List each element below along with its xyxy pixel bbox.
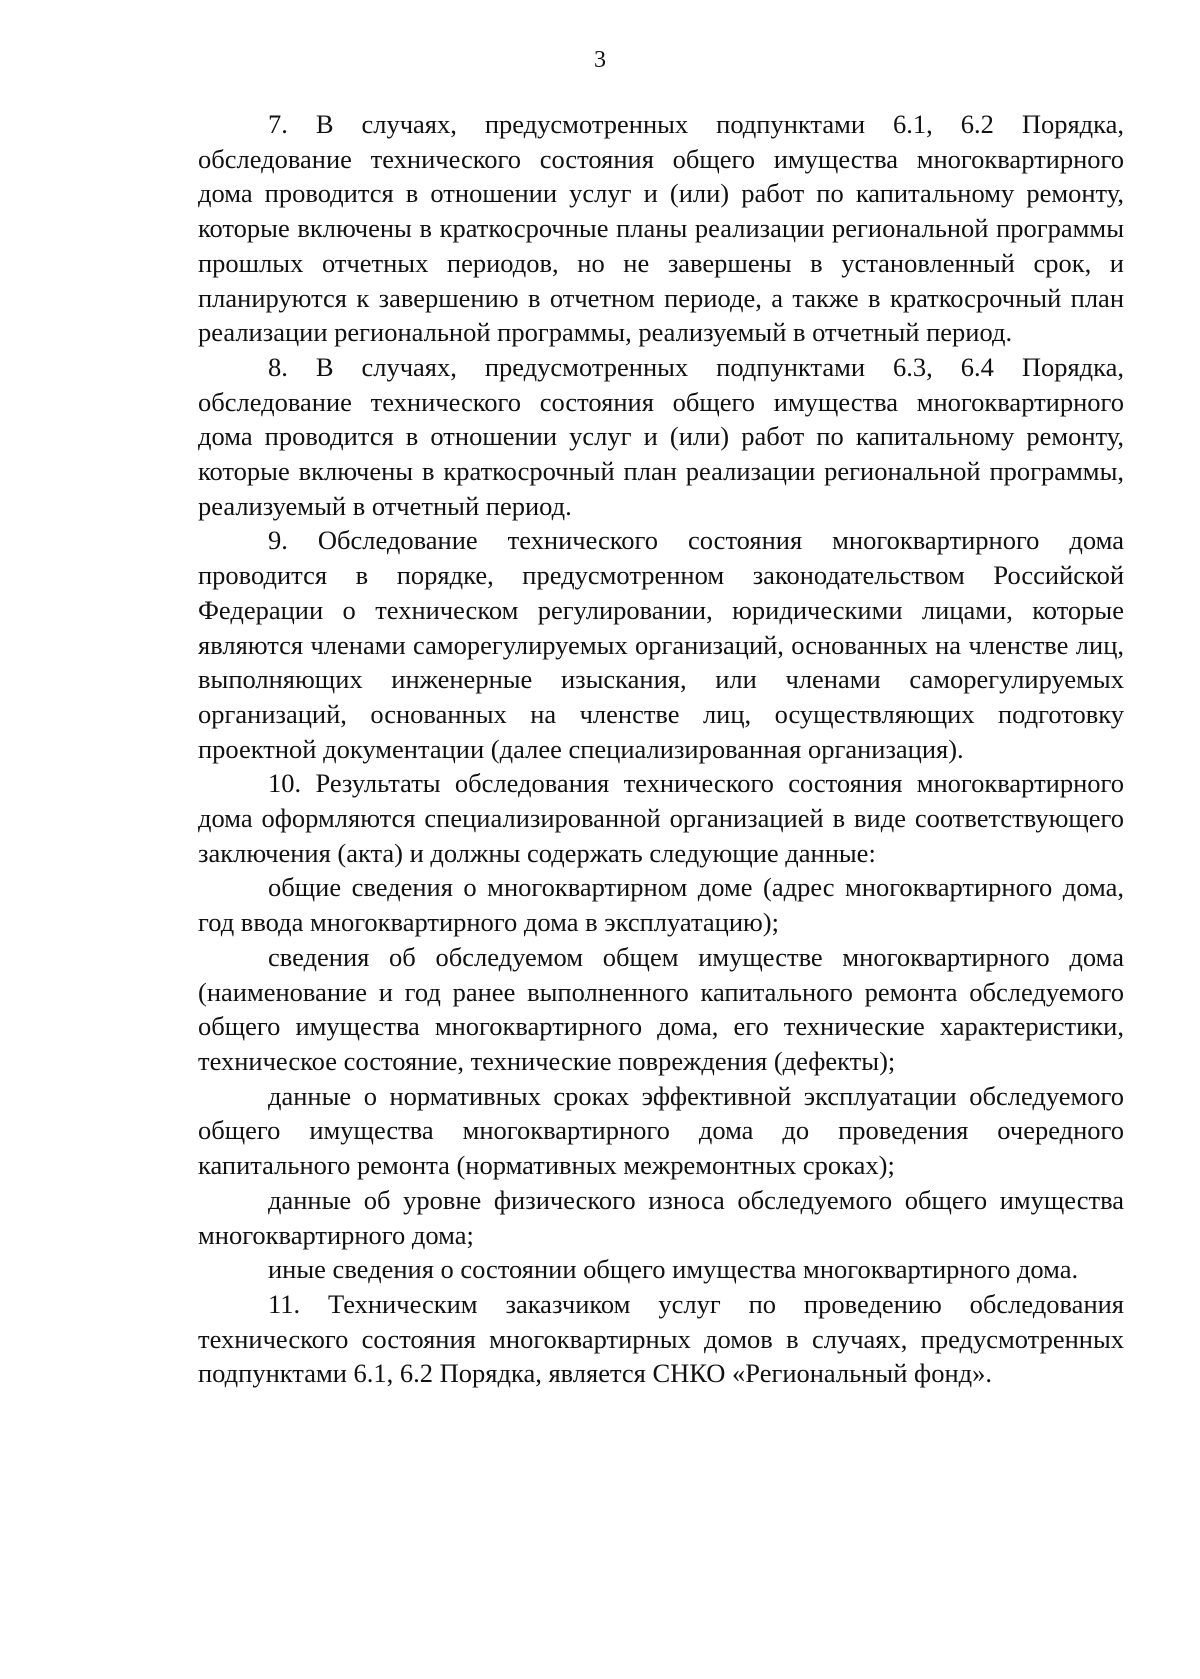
paragraph-9: 9. Обследование технического состояния многоквартирного дома проводится в порядке, предусмотренном законодательством Российской Федерации о техническом регулировании, юридическими лицами, которые являются членами саморегулируемых организаций, основанных на членстве лиц, выполняющих инженерные изыскания, или членами саморегулируемых организаций, основанных на членстве лиц, осуществляющих подготовку проектной документации (далее специализированная организация). [198,525,1124,764]
list-item-general-info: общие сведения о многоквартирном доме (адрес многоквартирного дома, год ввода многоквартирного дома в эксплуатацию); [198,872,1124,938]
paragraph-10: 10. Результаты обследования технического состояния многоквартирного дома оформляются специализированной организацией в виде соответствующего заключения (акта) и должны содержать следующие данные: [198,768,1124,868]
paragraph-8: 8. В случаях, предусмотренных подпунктами 6.3, 6.4 Порядка, обследование технического состояния общего имущества многоквартирного дома проводится в отношении услуг и (или) работ по капитальному ремонту, которые включены в краткосрочный план реализации региональной программы, реализуемый в отчетный период. [198,351,1124,521]
page-number: 3 [594,47,606,73]
list-item-property-info: сведения об обследуемом общем имуществе многоквартирного дома (наименование и год ранее выполненного капитального ремонта обследуемого общего имущества многоквартирного дома, его технические характеристики, техническое состояние, технические повреждения (дефекты); [198,941,1124,1076]
paragraph-11: 11. Техническим заказчиком услуг по проведению обследования технического состояния многоквартирных домов в случаях, предусмотренных подпунктами 6.1, 6.2 Порядка, является СНКО «Региональный фонд». [198,1288,1124,1389]
list-item-other-info: иные сведения о состоянии общего имущества многоквартирного дома. [268,1254,1079,1285]
list-item-normative-terms: данные о нормативных сроках эффективной эксплуатации обследуемого общего имущества многоквартирного дома до проведения очередного капитального ремонта (нормативных межремонтных сроках); [198,1080,1124,1181]
document-body [198,107,1124,1391]
list-item-wear-level: данные об уровне физического износа обследуемого общего имущества многоквартирного дома; [198,1184,1124,1250]
paragraph-7: 7. В случаях, предусмотренных подпунктами 6.1, 6.2 Порядка, обследование технического состояния общего имущества многоквартирного дома проводится в отношении услуг и (или) работ по капитальному ремонту, которые включены в краткосрочные планы реализации региональной программы прошлых отчетных периодов, но не завершены в установленный срок, и планируются к завершению в отчетном периоде, а также в краткосрочный план реализации региональной программы, реализуемый в отчетный период. [198,109,1124,348]
